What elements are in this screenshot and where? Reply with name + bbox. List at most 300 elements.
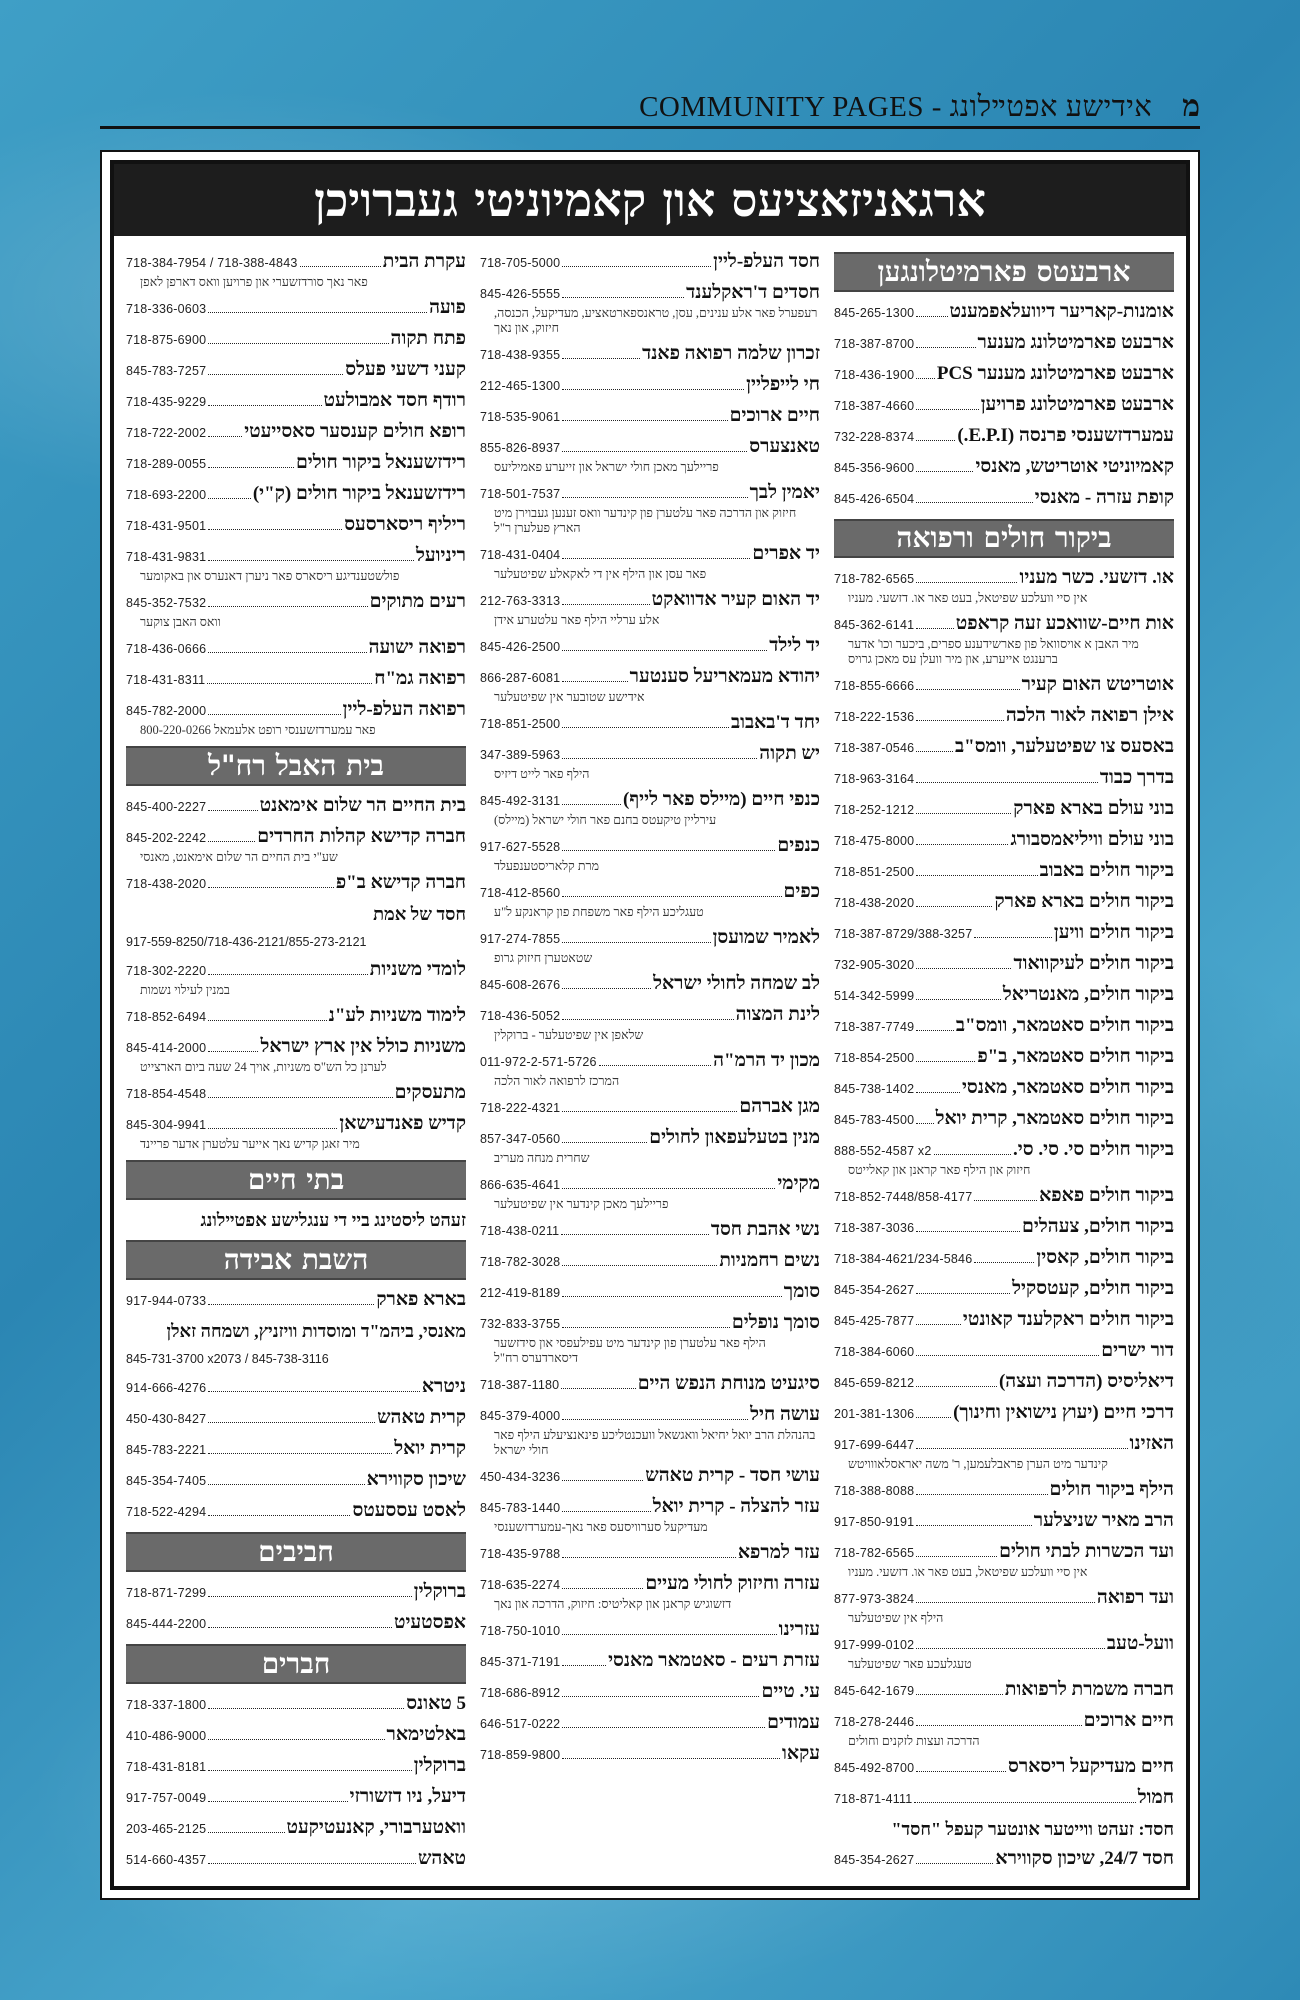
listing-line — [834, 362, 1174, 387]
listing-name: סומך — [783, 1281, 820, 1302]
listing-line — [480, 250, 820, 275]
listing-line — [480, 281, 820, 306]
listing-description: פאר עמערדזשענסי רופט אלעמאל 800-220-0266 — [140, 723, 376, 737]
listing-line — [834, 1586, 1174, 1611]
listing-name: רידזשענאל ביקור חולים — [295, 452, 466, 473]
listing-description: וואס האבן צוקער — [140, 615, 221, 629]
listing-name: ריניועל — [416, 545, 466, 566]
dot-leader — [974, 1200, 1037, 1201]
listing-line — [834, 612, 1174, 637]
listing-phone: 203-465-2125 — [126, 1822, 207, 1836]
dot-leader — [208, 1708, 404, 1709]
list-item — [480, 373, 820, 398]
dot-leader — [916, 1324, 961, 1325]
listing-note: זעהט ליסטינג ביי די ענגלישע אפטײלונג — [200, 1210, 466, 1230]
list-item — [480, 435, 820, 475]
listing-phone: 845-414-2000 — [126, 1041, 207, 1055]
listing-name: כנפים — [777, 835, 820, 856]
listing-name: עמודים — [767, 1712, 820, 1733]
listing-line — [480, 742, 820, 767]
listing-name: ביקור חולים באבוב — [1039, 860, 1174, 881]
listing-line — [126, 1723, 466, 1748]
list-item — [126, 1847, 466, 1872]
listing-phone: 888-552-4587 x2 — [834, 1144, 932, 1158]
dot-leader — [562, 681, 627, 682]
listing-line — [126, 667, 466, 692]
dot-leader — [208, 1515, 350, 1516]
listing-phone: 845-492-3131 — [480, 794, 561, 808]
listing-line — [834, 1709, 1174, 1734]
listing-phone: 845-354-2627 — [834, 1853, 915, 1867]
list-item — [834, 1509, 1174, 1534]
dot-leader — [916, 502, 1032, 503]
listing-line — [126, 1288, 466, 1313]
listing-line — [834, 1786, 1174, 1811]
dot-leader — [208, 1304, 374, 1305]
listing-phone: 718-871-4111 — [834, 1792, 913, 1806]
listing-name: ביקור חולים, מאנטריאל — [1002, 984, 1174, 1005]
listing-line — [834, 1540, 1174, 1565]
listing-name: עזר למרפא — [737, 1542, 820, 1563]
list-item — [834, 455, 1174, 480]
listing-name: בדרך כבוד — [1099, 767, 1174, 788]
list-item — [480, 711, 820, 736]
listing-line — [126, 794, 466, 819]
listing-phone: 718-412-8560 — [480, 886, 561, 900]
listing-phone: 718-851-2500 — [480, 717, 561, 731]
dot-leader — [562, 1142, 647, 1143]
list-item — [480, 1218, 820, 1243]
section-heading: חביבים — [126, 1532, 466, 1572]
listing-name: הילף ביקור חולים — [1049, 1479, 1174, 1500]
listing-description: אין סיי וועלכע שפיטאל, בעט פאר או. דזשעי. מעניו — [848, 591, 1088, 605]
list-item — [480, 1680, 820, 1705]
listing-description: רעפערל פאר אלע ענינים, עסן, טראנספארטאציע, מעדיקעל, הכנסה, חיזוק, און נאך — [494, 306, 818, 335]
listing-line — [834, 1045, 1174, 1070]
list-item — [834, 921, 1174, 946]
dot-leader — [599, 1065, 711, 1066]
listing-name: חסדים ד'ראקלענד — [686, 282, 820, 303]
list-item — [834, 1817, 1174, 1841]
listing-phone: 845-202-2242 — [126, 831, 207, 845]
running-head-title: COMMUNITY PAGES - אידישע אפטײלונג — [639, 91, 1153, 123]
list-item — [834, 983, 1174, 1008]
listing-line — [834, 1632, 1174, 1657]
listing-line — [480, 880, 820, 905]
listing-phone: 845-379-4000 — [480, 1409, 561, 1423]
dot-leader — [562, 451, 747, 452]
list-item — [126, 296, 466, 321]
listing-line — [126, 1754, 466, 1779]
list-item — [480, 1311, 820, 1366]
directory-column-3 — [126, 250, 466, 1878]
listing-name: קרית יואל — [394, 1438, 466, 1459]
dot-leader — [974, 1262, 1034, 1263]
list-item — [834, 362, 1174, 387]
listing-phone: 718-387-3036 — [834, 1221, 915, 1235]
listing-description: הילף פאר לייט דיזיס — [494, 767, 590, 781]
listing-name: רידזשענאל ביקור חולים (ק"י) — [252, 483, 466, 504]
list-item — [126, 636, 466, 661]
listing-phone: 212-763-3313 — [480, 594, 561, 608]
listing-phone: 718-387-4660 — [834, 398, 915, 413]
listing-description: אלע ערליי הילף פאר עלטערע אידן — [494, 613, 660, 627]
listing-name: וועל-טעב — [1106, 1633, 1174, 1654]
list-item — [834, 331, 1174, 356]
dot-leader — [562, 650, 767, 651]
listing-line — [834, 486, 1174, 511]
list-item — [126, 1437, 466, 1462]
listing-line — [834, 1478, 1174, 1503]
listing-name: הרב מאיר שניצלער — [1033, 1510, 1174, 1531]
listing-line — [834, 1076, 1174, 1101]
listing-name: ברוקלין — [413, 1755, 466, 1776]
listing-line — [834, 735, 1174, 760]
dot-leader — [562, 1588, 643, 1589]
list-item — [126, 1499, 466, 1524]
listing-name: רעים מתוקים — [369, 591, 466, 612]
listing-line — [126, 1692, 466, 1717]
dot-leader — [208, 652, 366, 653]
list-item — [126, 958, 466, 998]
dot-leader — [208, 1453, 392, 1454]
listing-name: יש תקוה — [759, 743, 820, 764]
listing-phone: 917-999-0102 — [834, 1638, 915, 1652]
listing-phone: 845-400-2227 — [126, 800, 207, 814]
listing-description: חיזוק און הדרכה פאר עלטערן פון קינדער וואס זענען געבוירן מיט הארץ פעלערן ר"ל — [494, 506, 797, 535]
listing-line — [126, 1437, 466, 1462]
listing-name: עי. טיים — [761, 1681, 820, 1702]
listing-line — [126, 389, 466, 414]
list-item — [480, 1403, 820, 1458]
list-item — [834, 1478, 1174, 1503]
listing-name: ועד הכשרות לבתי חולים — [999, 1541, 1174, 1562]
dot-leader — [916, 471, 973, 472]
dot-leader — [916, 628, 954, 629]
listing-description: טעגליכע הילף פאר משפחת פון קראנקע ל"ע — [494, 905, 704, 919]
dot-leader — [562, 1265, 717, 1266]
list-item — [126, 420, 466, 445]
listing-phone: 718-854-2500 — [834, 1051, 915, 1065]
listing-line — [126, 250, 466, 275]
list-item — [480, 1372, 820, 1397]
list-item — [480, 788, 820, 828]
listing-name: ניטרא — [421, 1376, 466, 1397]
listing-name: בוני עולם וויליאמסבורג — [1010, 829, 1174, 850]
dot-leader — [208, 1020, 326, 1021]
list-item — [834, 1215, 1174, 1240]
dot-leader — [562, 896, 781, 897]
list-item — [126, 389, 466, 414]
listing-name: לאמיר שמועסן — [712, 927, 820, 948]
dot-leader — [208, 374, 343, 375]
dot-leader — [300, 266, 381, 267]
list-item — [834, 952, 1174, 977]
listing-description: מרת קלאריסטענפעלד — [494, 859, 600, 873]
listing-line — [480, 834, 820, 859]
listing-name: בוני עולם בארא פארק — [1013, 798, 1174, 819]
listing-note: מאנסי, ביהמ"ד ומוסדות וויזניץ, ושמחה זאלן — [166, 1321, 466, 1341]
listing-description: שע"י בית החיים הר שלום אימאנט, מאנסי — [140, 850, 338, 864]
listing-line — [834, 704, 1174, 729]
listing-phone: 845-783-2221 — [126, 1443, 207, 1457]
listing-name: פועה — [429, 297, 466, 318]
list-item — [126, 451, 466, 476]
listing-name: ביקור חולים, קאסין — [1036, 1247, 1174, 1268]
dot-leader — [208, 1832, 284, 1833]
listing-phone: 917-559-8250/718-436-2121/855-273-2121 — [126, 935, 367, 949]
listing-phone: 718-705-5000 — [480, 256, 561, 270]
listing-description: במנין לעילוי נשמות — [140, 983, 230, 997]
section-heading: בתי חיים — [126, 1160, 466, 1200]
dot-leader — [208, 1863, 416, 1864]
listing-name: קעני דשעי פעלס — [345, 359, 466, 380]
listing-line — [126, 1112, 466, 1137]
listing-name: טאהש — [417, 1848, 466, 1869]
listing-name: קופת עזרה - מאנסי — [1034, 486, 1174, 508]
listing-phone: 845-783-1440 — [480, 1501, 561, 1515]
listing-phone: 718-782-3028 — [480, 1255, 561, 1269]
list-item — [834, 1586, 1174, 1626]
listing-name: מנין בטעלעפאון לחולים — [649, 1127, 820, 1148]
list-item — [126, 1112, 466, 1152]
listing-line — [480, 1742, 820, 1767]
listing-description: שטאטערן חיזוק גרופ — [494, 951, 593, 965]
listing-line — [126, 590, 466, 615]
listing-phone: 845-304-9941 — [126, 1118, 207, 1132]
listing-name: חסד העלפ-ליין — [713, 251, 820, 272]
listing-line — [126, 636, 466, 661]
list-item — [480, 1280, 820, 1305]
dot-leader — [562, 420, 727, 421]
listing-name: קרית טאהש — [377, 1407, 466, 1428]
listing-name: אילן רפואה לאור הלכה — [1005, 705, 1174, 726]
list-item — [834, 673, 1174, 698]
listing-line — [480, 1541, 820, 1566]
directory-frame — [100, 150, 1200, 1900]
listing-line — [126, 1375, 466, 1400]
listing-phone: 718-854-4548 — [126, 1087, 207, 1101]
dot-leader — [916, 1556, 997, 1557]
dot-leader — [916, 1525, 1032, 1526]
listing-phone: 845-354-7405 — [126, 1474, 207, 1488]
dot-leader — [208, 343, 388, 344]
listing-phone: 914-666-4276 — [126, 1381, 207, 1395]
dot-leader — [562, 1419, 748, 1420]
listing-phone: 718-384-7954 / 718-388-4843 — [126, 256, 298, 270]
dot-leader — [916, 1123, 933, 1124]
list-item — [834, 393, 1174, 418]
list-item — [834, 890, 1174, 915]
listing-line — [834, 1509, 1174, 1534]
listing-name: משניות כולל אין ארץ ישראל — [260, 1036, 466, 1057]
listing-name: נשי אהבת חסד — [710, 1219, 820, 1240]
dot-leader — [562, 1665, 606, 1666]
listing-phone: 718-384-6060 — [834, 1345, 915, 1359]
list-item — [480, 1126, 820, 1166]
listing-name: חמול — [1137, 1787, 1174, 1808]
listing-phone: 718-438-0211 — [480, 1224, 560, 1238]
list-item — [126, 1375, 466, 1400]
list-item — [834, 1540, 1174, 1580]
listing-phone: 347-389-5963 — [480, 748, 561, 762]
dot-leader — [208, 841, 255, 842]
dot-leader — [916, 1061, 975, 1062]
dot-leader — [562, 1019, 733, 1020]
listing-line — [480, 1403, 820, 1428]
listing-line — [834, 1215, 1174, 1240]
listing-name: נשים רחמניות — [719, 1250, 820, 1271]
list-item — [126, 482, 466, 507]
listing-name: חברה קדישא קהלות החרדים — [257, 826, 466, 847]
list-item — [480, 834, 820, 874]
list-item — [126, 932, 466, 952]
listing-line — [126, 451, 466, 476]
listing-phone: 718-436-5052 — [480, 1009, 561, 1023]
list-item — [480, 1095, 820, 1120]
listing-line — [126, 698, 466, 723]
listing-phone: 917-274-7855 — [480, 932, 561, 946]
dot-leader — [916, 316, 947, 317]
listing-line — [126, 1847, 466, 1872]
dot-leader — [562, 1511, 650, 1512]
dot-leader — [916, 1355, 1099, 1356]
list-item — [834, 828, 1174, 853]
listing-name: עקרת הבית — [382, 251, 466, 272]
dot-leader — [562, 1634, 776, 1635]
listing-line — [834, 673, 1174, 698]
dot-leader — [916, 968, 1011, 969]
listing-line — [126, 958, 466, 983]
listing-line — [480, 1003, 820, 1028]
listing-name: מכון יד הרמ"ה — [713, 1050, 820, 1071]
dot-leader — [916, 999, 1001, 1000]
listing-name: עושה חיל — [750, 1404, 820, 1425]
list-item — [480, 342, 820, 367]
dot-leader — [916, 1092, 960, 1093]
listing-phone: 845-371-7191 — [480, 1655, 561, 1669]
dot-leader — [916, 409, 978, 410]
listing-description: טעגלעכע פאר שפיטעלער — [848, 1657, 972, 1671]
listing-line — [834, 890, 1174, 915]
listing-line — [480, 435, 820, 460]
list-item — [480, 1495, 820, 1535]
listing-name: יד אפרים — [752, 543, 820, 564]
listing-phone: 857-347-0560 — [480, 1132, 561, 1146]
list-item — [480, 1711, 820, 1736]
list-item — [480, 742, 820, 782]
list-item — [480, 634, 820, 659]
dot-leader — [916, 1386, 997, 1387]
list-item — [480, 281, 820, 336]
list-item — [126, 1754, 466, 1779]
list-item — [834, 859, 1174, 884]
listing-phone: 845-608-2676 — [480, 978, 561, 992]
list-item — [834, 1432, 1174, 1472]
list-item — [126, 1785, 466, 1810]
listing-phone: 845-738-1402 — [834, 1082, 915, 1096]
listing-name: ארבעט פארמיטלונג פרויען — [980, 393, 1174, 415]
dot-leader — [916, 440, 955, 441]
listing-phone: 845-362-6141 — [834, 618, 915, 632]
listing-line — [480, 1495, 820, 1520]
listing-name: רודף חסד אמבולעט — [323, 390, 466, 411]
dot-leader — [208, 529, 342, 530]
listing-phone: 514-660-4357 — [126, 1853, 207, 1867]
dot-leader — [562, 1327, 730, 1328]
list-item — [126, 825, 466, 865]
list-item — [480, 481, 820, 536]
directory-column-1 — [834, 250, 1174, 1878]
listing-phone: 845-783-4500 — [834, 1113, 915, 1127]
listing-name: רפואה העלפ-ליין — [342, 699, 466, 720]
listing-phone: 718-438-2020 — [126, 877, 207, 891]
listing-name: ריליף ריסארסעס — [344, 514, 466, 535]
listing-line — [834, 455, 1174, 480]
dot-leader — [208, 1627, 392, 1628]
dot-leader — [916, 1602, 1095, 1603]
list-item — [480, 1649, 820, 1674]
listing-name: ביקור חולים סאטמאר, קרית יואל — [935, 1108, 1174, 1129]
list-item — [834, 1045, 1174, 1070]
listing-name: ביקור חולים, קעטסקיל — [1012, 1278, 1174, 1299]
listing-phone: 718-387-1180 — [480, 1378, 560, 1392]
listing-phone: 201-381-1306 — [834, 1407, 915, 1421]
listing-line — [480, 1711, 820, 1736]
dot-leader — [916, 906, 992, 907]
dot-leader — [916, 582, 1017, 583]
list-item — [480, 926, 820, 966]
listing-description: עירליין טיקעטס בחנם פאר חולי ישראל (מיילס) — [494, 813, 717, 827]
listing-line — [126, 871, 466, 896]
listing-line — [480, 1249, 820, 1274]
dot-leader — [208, 1770, 412, 1771]
section-heading: ביקור חולים ורפואה — [834, 519, 1174, 559]
list-item — [834, 1184, 1174, 1209]
listing-line — [480, 373, 820, 398]
dot-leader — [562, 358, 640, 359]
listing-phone: 845-354-2627 — [834, 1283, 915, 1297]
listing-phone: 718-388-8088 — [834, 1484, 915, 1498]
list-item — [480, 972, 820, 997]
listing-name: לומדי משניות — [369, 959, 466, 980]
listing-phone: 718-436-0666 — [126, 642, 207, 656]
listing-line — [480, 1280, 820, 1305]
list-item — [480, 404, 820, 429]
listing-description: פאר נאך סורדזשערי און פרויען וואס דארפן לאפן — [140, 275, 368, 289]
listing-name: עזר להצלה - קרית יואל — [652, 1496, 820, 1517]
listing-phone: 718-387-0546 — [834, 741, 915, 755]
listing-phone: 866-287-6081 — [480, 671, 561, 685]
listing-line — [480, 788, 820, 813]
listing-name: עקאו — [782, 1743, 820, 1764]
listing-phone: 917-757-0049 — [126, 1791, 207, 1805]
listing-line — [834, 859, 1174, 884]
list-item — [834, 1709, 1174, 1749]
listing-phone: 718-337-1800 — [126, 1698, 207, 1712]
section-heading: חברים — [126, 1644, 466, 1684]
listing-line — [480, 1680, 820, 1705]
dot-leader — [916, 1417, 951, 1418]
list-item — [126, 698, 466, 738]
listing-name: אפסטעיט — [393, 1612, 466, 1633]
listing-phone: 845-659-8212 — [834, 1376, 915, 1390]
listing-phone: 410-486-9000 — [126, 1729, 207, 1743]
list-item — [834, 486, 1174, 511]
listing-line — [834, 1847, 1174, 1872]
listing-phone: 450-430-8427 — [126, 1412, 207, 1426]
listing-phone: 845-731-3700 x2073 / 845-738-3116 — [126, 1352, 329, 1366]
